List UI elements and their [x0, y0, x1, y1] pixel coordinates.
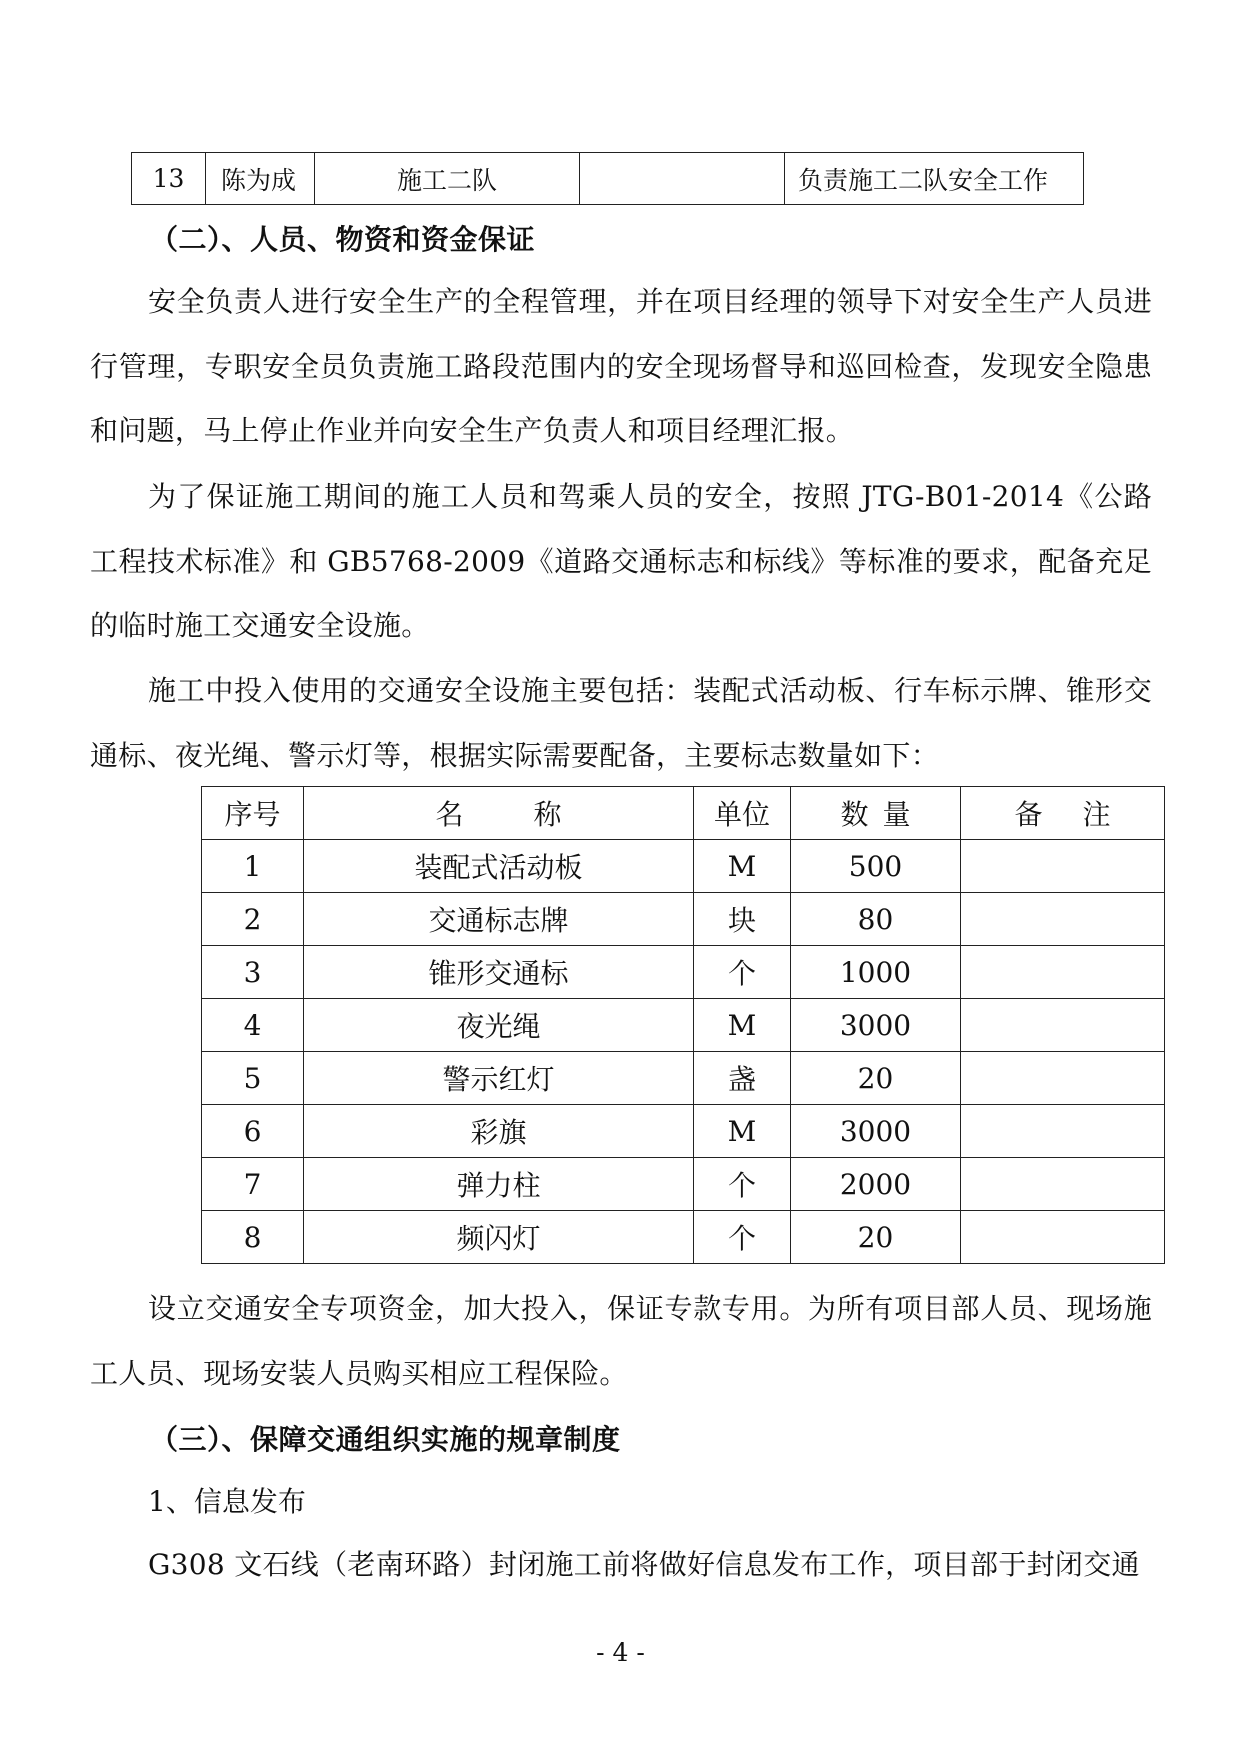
cell-qty: 3000	[791, 999, 961, 1052]
table-row	[202, 893, 1165, 946]
table-row	[202, 1105, 1165, 1158]
cell-unit: 个	[694, 946, 791, 999]
header-note: 备注	[961, 787, 1165, 840]
cell-qty: 1000	[791, 946, 961, 999]
table-row	[202, 999, 1165, 1052]
cell-no: 6	[202, 1105, 304, 1158]
cell-unit: M	[694, 999, 791, 1052]
cell-no: 8	[202, 1211, 304, 1264]
table-row	[132, 153, 1084, 205]
person-phone	[580, 153, 785, 205]
header-qty: 数量	[791, 787, 961, 840]
cell-no: 2	[202, 893, 304, 946]
paragraph-facilities: 施工中投入使用的交通安全设施主要包括：装配式活动板、行车标示牌、锥形交通标、夜光绳、警示灯等，根据实际需要配备，主要标志数量如下：	[90, 674, 1152, 772]
cell-qty: 20	[791, 1052, 961, 1105]
cell-name: 彩旗	[304, 1105, 694, 1158]
subheading-info-release: 1、信息发布	[148, 1485, 306, 1518]
cell-note	[961, 1158, 1165, 1211]
section-heading-3: （三）、保障交通组织实施的规章制度	[150, 1423, 621, 1456]
paragraph-safety-management: 安全负责人进行安全生产的全程管理，并在项目经理的领导下对安全生产人员进行管理，专职安全员负责施工路段范围内的安全现场督导和巡回检查，发现安全隐患和问题，马上停止作业并向安全生产负责人和项目经理汇报。	[90, 285, 1152, 447]
table-row	[202, 946, 1165, 999]
section-heading-2: （二）、人员、物资和资金保证	[150, 223, 536, 256]
cell-name: 夜光绳	[304, 999, 694, 1052]
cell-name: 锥形交通标	[304, 946, 694, 999]
paragraph-info-release: G308 文石线（老南环路）封闭施工前将做好信息发布工作，项目部于封闭交通	[148, 1548, 1140, 1581]
personnel-table	[131, 152, 1084, 205]
signs-table	[201, 786, 1165, 1264]
cell-qty: 500	[791, 840, 961, 893]
cell-unit: 个	[694, 1158, 791, 1211]
header-unit: 单位	[694, 787, 791, 840]
cell-no: 1	[202, 840, 304, 893]
cell-name: 装配式活动板	[304, 840, 694, 893]
cell-no: 3	[202, 946, 304, 999]
cell-note	[961, 946, 1165, 999]
header-no: 序号	[202, 787, 304, 840]
table-row	[202, 1052, 1165, 1105]
cell-note	[961, 999, 1165, 1052]
table-row	[202, 1158, 1165, 1211]
cell-qty: 20	[791, 1211, 961, 1264]
paragraph-funding: 设立交通安全专项资金，加大投入，保证专款专用。为所有项目部人员、现场施工人员、现场安装人员购买相应工程保险。	[90, 1292, 1152, 1390]
cell-note	[961, 893, 1165, 946]
cell-note	[961, 1211, 1165, 1264]
cell-qty: 3000	[791, 1105, 961, 1158]
cell-unit: M	[694, 840, 791, 893]
cell-qty: 2000	[791, 1158, 961, 1211]
cell-note	[961, 1052, 1165, 1105]
cell-no: 7	[202, 1158, 304, 1211]
header-name: 名称	[304, 787, 694, 840]
cell-unit: 块	[694, 893, 791, 946]
table-header-row	[202, 787, 1165, 840]
cell-no: 5	[202, 1052, 304, 1105]
cell-name: 弹力柱	[304, 1158, 694, 1211]
cell-unit: 盏	[694, 1052, 791, 1105]
cell-no: 4	[202, 999, 304, 1052]
cell-name: 交通标志牌	[304, 893, 694, 946]
person-duty: 负责施工二队安全工作	[785, 153, 1084, 205]
cell-note	[961, 1105, 1165, 1158]
cell-unit: 个	[694, 1211, 791, 1264]
person-name: 陈为成	[206, 153, 315, 205]
row-number: 13	[132, 153, 206, 205]
cell-name: 警示红灯	[304, 1052, 694, 1105]
cell-name: 频闪灯	[304, 1211, 694, 1264]
person-unit: 施工二队	[315, 153, 580, 205]
paragraph-standards: 为了保证施工期间的施工人员和驾乘人员的安全，按照 JTG-B01-2014《公路工程技术标准》和 GB5768-2009《道路交通标志和标线》等标准的要求，配备充足的临时施工交通安全设施。	[90, 480, 1152, 642]
table-row	[202, 840, 1165, 893]
cell-unit: M	[694, 1105, 791, 1158]
cell-qty: 80	[791, 893, 961, 946]
page-number: - 4 -	[596, 1638, 645, 1667]
cell-note	[961, 840, 1165, 893]
table-row	[202, 1211, 1165, 1264]
